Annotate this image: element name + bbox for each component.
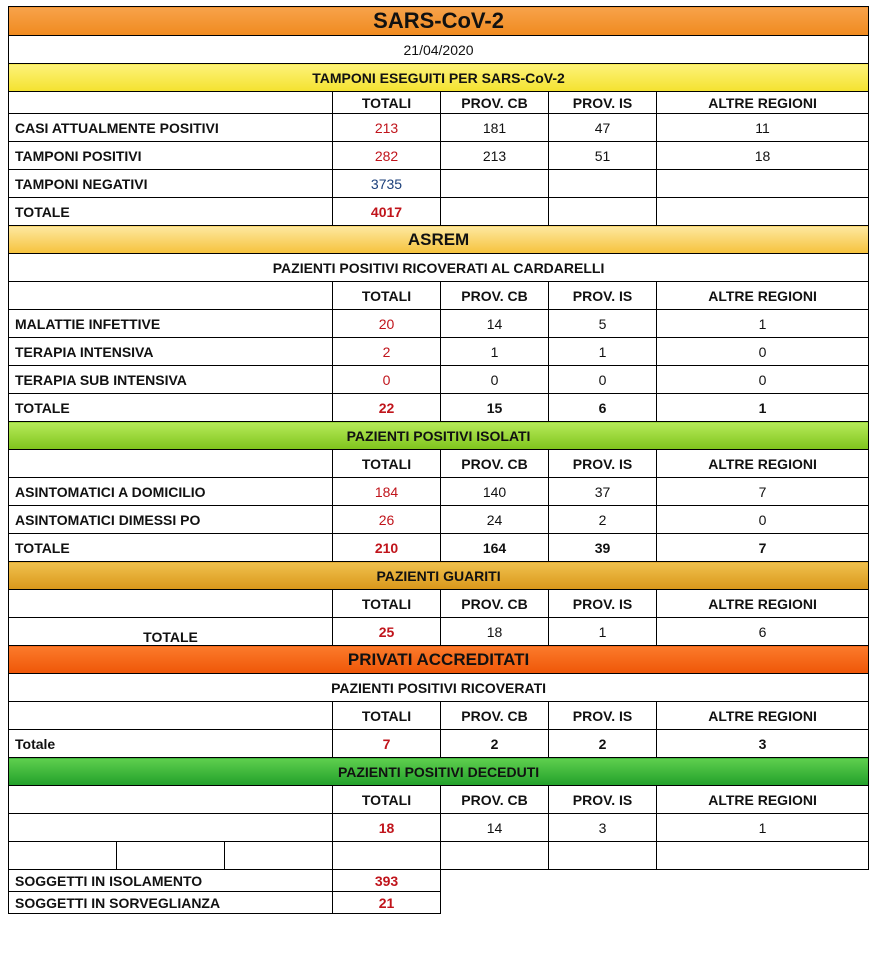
privati-header-row <box>9 702 869 730</box>
table-row <box>9 114 869 142</box>
row-label <box>9 814 333 842</box>
value-prov-cb: 213 <box>441 142 549 170</box>
deceduti-heading: PAZIENTI POSITIVI DECEDUTI <box>9 758 869 786</box>
value-prov-cb: 14 <box>441 814 549 842</box>
value-totali: 7 <box>333 730 441 758</box>
row-label: TAMPONI POSITIVI <box>9 142 333 170</box>
asrem-subheading: PAZIENTI POSITIVI RICOVERATI AL CARDARELLI <box>9 254 869 282</box>
value-prov-cb <box>441 170 549 198</box>
col-prov-is: PROV. IS <box>549 590 657 618</box>
row-label: Totale <box>9 730 333 758</box>
col-altre-regioni: ALTRE REGIONI <box>657 450 869 478</box>
empty-cell <box>9 282 333 310</box>
col-totali: TOTALI <box>333 786 441 814</box>
value-prov-cb: 14 <box>441 310 549 338</box>
value-prov-cb: 0 <box>441 366 549 394</box>
empty-cell <box>225 842 333 870</box>
value-prov-is <box>549 198 657 226</box>
soggetti-label: SOGGETTI IN SORVEGLIANZA <box>9 892 333 914</box>
row-label: TOTALE <box>9 198 333 226</box>
value-prov-cb: 15 <box>441 394 549 422</box>
table-row <box>9 478 869 506</box>
empty-cell <box>9 450 333 478</box>
col-prov-is: PROV. IS <box>549 282 657 310</box>
table-row <box>9 366 869 394</box>
value-altre-regioni: 0 <box>657 366 869 394</box>
privati-heading: PRIVATI ACCREDITATI <box>9 646 869 674</box>
guariti-heading: PAZIENTI GUARITI <box>9 562 869 590</box>
value-totali: 25 <box>333 618 441 646</box>
empty-cell <box>549 842 657 870</box>
empty-row <box>9 842 869 870</box>
value-totali: 22 <box>333 394 441 422</box>
asrem-header-row <box>9 282 869 310</box>
row-label: TOTALE <box>9 618 333 646</box>
col-prov-is: PROV. IS <box>549 702 657 730</box>
col-prov-cb: PROV. CB <box>441 92 549 114</box>
table-row <box>9 534 869 562</box>
value-altre-regioni: 7 <box>657 478 869 506</box>
value-prov-is <box>549 170 657 198</box>
value-prov-is: 51 <box>549 142 657 170</box>
col-totali: TOTALI <box>333 702 441 730</box>
value-altre-regioni: 11 <box>657 114 869 142</box>
row-label: TERAPIA INTENSIVA <box>9 338 333 366</box>
value-prov-is: 1 <box>549 618 657 646</box>
col-totali: TOTALI <box>333 282 441 310</box>
table-row <box>9 338 869 366</box>
privati-subheading-row <box>9 674 869 702</box>
table-row <box>9 618 869 646</box>
col-altre-regioni: ALTRE REGIONI <box>657 590 869 618</box>
value-prov-cb: 18 <box>441 618 549 646</box>
table-row <box>9 142 869 170</box>
empty-cell <box>9 590 333 618</box>
value-totali: 20 <box>333 310 441 338</box>
asrem-subheading-row <box>9 254 869 282</box>
value-totali: 282 <box>333 142 441 170</box>
col-totali: TOTALI <box>333 450 441 478</box>
soggetti-row <box>9 870 869 892</box>
table-row <box>9 198 869 226</box>
value-totali: 0 <box>333 366 441 394</box>
value-altre-regioni <box>657 170 869 198</box>
tamponi-heading: TAMPONI ESEGUITI PER SARS-CoV-2 <box>9 64 869 92</box>
value-totali: 210 <box>333 534 441 562</box>
empty-cell <box>441 842 549 870</box>
report-table <box>8 6 869 914</box>
deceduti-heading-row <box>9 758 869 786</box>
isolati-header-row <box>9 450 869 478</box>
value-prov-is: 2 <box>549 506 657 534</box>
col-totali: TOTALI <box>333 92 441 114</box>
value-totali: 184 <box>333 478 441 506</box>
isolati-heading: PAZIENTI POSITIVI ISOLATI <box>9 422 869 450</box>
covid-report-sheet <box>8 6 868 914</box>
value-prov-cb <box>441 198 549 226</box>
table-row <box>9 310 869 338</box>
value-altre-regioni: 1 <box>657 814 869 842</box>
empty-cell <box>441 870 869 892</box>
table-row <box>9 506 869 534</box>
value-prov-cb: 140 <box>441 478 549 506</box>
value-altre-regioni: 7 <box>657 534 869 562</box>
value-altre-regioni: 1 <box>657 310 869 338</box>
row-label: TOTALE <box>9 534 333 562</box>
privati-subheading: PAZIENTI POSITIVI RICOVERATI <box>9 674 869 702</box>
value-prov-is: 2 <box>549 730 657 758</box>
row-label: ASINTOMATICI A DOMICILIO <box>9 478 333 506</box>
empty-cell <box>657 842 869 870</box>
col-prov-cb: PROV. CB <box>441 702 549 730</box>
row-label: TAMPONI NEGATIVI <box>9 170 333 198</box>
empty-cell <box>9 92 333 114</box>
value-prov-is: 5 <box>549 310 657 338</box>
value-prov-is: 3 <box>549 814 657 842</box>
value-prov-is: 0 <box>549 366 657 394</box>
value-prov-cb: 164 <box>441 534 549 562</box>
empty-cell <box>9 702 333 730</box>
value-totali: 18 <box>333 814 441 842</box>
soggetti-label: SOGGETTI IN ISOLAMENTO <box>9 870 333 892</box>
value-altre-regioni: 3 <box>657 730 869 758</box>
value-totali: 26 <box>333 506 441 534</box>
value-prov-cb: 1 <box>441 338 549 366</box>
value-prov-is: 47 <box>549 114 657 142</box>
col-prov-cb: PROV. CB <box>441 282 549 310</box>
privati-heading-row <box>9 646 869 674</box>
col-prov-cb: PROV. CB <box>441 786 549 814</box>
value-totali: 3735 <box>333 170 441 198</box>
row-label: MALATTIE INFETTIVE <box>9 310 333 338</box>
value-altre-regioni <box>657 198 869 226</box>
row-label: CASI ATTUALMENTE POSITIVI <box>9 114 333 142</box>
empty-cell <box>117 842 225 870</box>
value-prov-cb: 2 <box>441 730 549 758</box>
date-row <box>9 36 869 64</box>
value-prov-is: 37 <box>549 478 657 506</box>
col-totali: TOTALI <box>333 590 441 618</box>
value-altre-regioni: 0 <box>657 506 869 534</box>
col-prov-cb: PROV. CB <box>441 590 549 618</box>
table-row <box>9 170 869 198</box>
guariti-header-row <box>9 590 869 618</box>
row-label: TERAPIA SUB INTENSIVA <box>9 366 333 394</box>
deceduti-header-row <box>9 786 869 814</box>
col-altre-regioni: ALTRE REGIONI <box>657 92 869 114</box>
guariti-heading-row <box>9 562 869 590</box>
table-row <box>9 730 869 758</box>
soggetti-value: 21 <box>333 892 441 914</box>
title-row <box>9 7 869 36</box>
value-totali: 4017 <box>333 198 441 226</box>
col-prov-is: PROV. IS <box>549 786 657 814</box>
isolati-heading-row <box>9 422 869 450</box>
empty-cell <box>9 786 333 814</box>
col-altre-regioni: ALTRE REGIONI <box>657 282 869 310</box>
asrem-heading: ASREM <box>9 226 869 254</box>
value-prov-is: 39 <box>549 534 657 562</box>
col-altre-regioni: ALTRE REGIONI <box>657 702 869 730</box>
soggetti-value: 393 <box>333 870 441 892</box>
soggetti-row <box>9 892 869 914</box>
row-label: ASINTOMATICI DIMESSI PO <box>9 506 333 534</box>
report-date: 21/04/2020 <box>9 36 869 64</box>
empty-cell <box>441 892 869 914</box>
col-prov-is: PROV. IS <box>549 92 657 114</box>
value-altre-regioni: 6 <box>657 618 869 646</box>
table-row <box>9 394 869 422</box>
value-prov-is: 6 <box>549 394 657 422</box>
col-prov-cb: PROV. CB <box>441 450 549 478</box>
value-prov-cb: 181 <box>441 114 549 142</box>
col-altre-regioni: ALTRE REGIONI <box>657 786 869 814</box>
value-prov-is: 1 <box>549 338 657 366</box>
empty-cell <box>9 842 117 870</box>
value-altre-regioni: 0 <box>657 338 869 366</box>
value-totali: 2 <box>333 338 441 366</box>
empty-cell <box>333 842 441 870</box>
value-altre-regioni: 18 <box>657 142 869 170</box>
value-altre-regioni: 1 <box>657 394 869 422</box>
table-row <box>9 814 869 842</box>
tamponi-header-row <box>9 92 869 114</box>
value-totali: 213 <box>333 114 441 142</box>
tamponi-heading-row <box>9 64 869 92</box>
row-label: TOTALE <box>9 394 333 422</box>
col-prov-is: PROV. IS <box>549 450 657 478</box>
asrem-heading-row <box>9 226 869 254</box>
report-title: SARS-CoV-2 <box>9 7 869 36</box>
value-prov-cb: 24 <box>441 506 549 534</box>
